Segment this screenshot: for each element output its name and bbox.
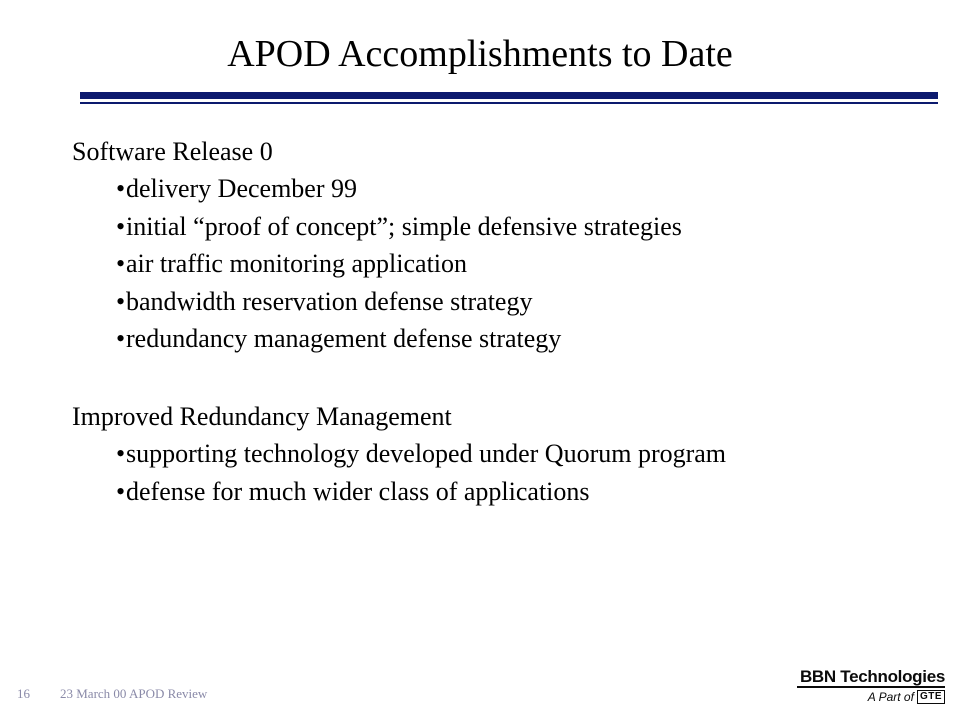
logo-rule (797, 686, 945, 688)
title-rule-thin (80, 102, 938, 104)
bullet-item (116, 245, 932, 283)
bullet-item (116, 170, 932, 208)
gte-logo-icon: GTE (917, 690, 945, 704)
bullet-dot: • (116, 249, 126, 278)
title-rule-thick (80, 92, 938, 99)
bullet-dot: • (116, 286, 126, 316)
section-software-release (72, 134, 932, 358)
bullet-text: air traffic monitoring application (126, 249, 468, 278)
bullet-dot: • (116, 211, 126, 241)
bullet-text: defense for much wider class of applications (126, 476, 590, 506)
bullet-item (116, 208, 932, 246)
bullet-item (116, 283, 932, 321)
bullet-text: delivery December 99 (126, 174, 358, 203)
section-redundancy-management (72, 399, 932, 510)
logo-tagline: A Part of (867, 690, 914, 704)
bullet-item (116, 473, 932, 511)
bullet-dot: • (116, 476, 126, 506)
page-number: 16 (17, 686, 30, 701)
section-heading: Improved Redundancy Management (72, 402, 452, 431)
slide-title: APOD Accomplishments to Date (227, 33, 733, 75)
bullet-text: initial “proof of concept”; simple defensive strategies (126, 211, 682, 241)
bullet-text: redundancy management defense strategy (126, 324, 562, 353)
bullet-text: bandwidth reservation defense strategy (126, 286, 533, 316)
bullet-dot: • (116, 324, 126, 353)
bullet-item (116, 435, 932, 473)
bbn-technologies-logo (795, 667, 945, 707)
logo-tagline-row (868, 689, 945, 705)
bullet-text: supporting technology developed under Quorum program (126, 439, 727, 468)
bullet-list (72, 435, 932, 510)
bullet-dot: • (116, 439, 126, 468)
section-heading: Software Release 0 (72, 137, 273, 166)
footer-text: 23 March 00 APOD Review (60, 686, 208, 701)
bullet-list (72, 170, 932, 358)
bullet-dot: • (116, 174, 126, 203)
bullet-item (116, 320, 932, 358)
logo-company-name: BBN Technologies (799, 667, 945, 686)
